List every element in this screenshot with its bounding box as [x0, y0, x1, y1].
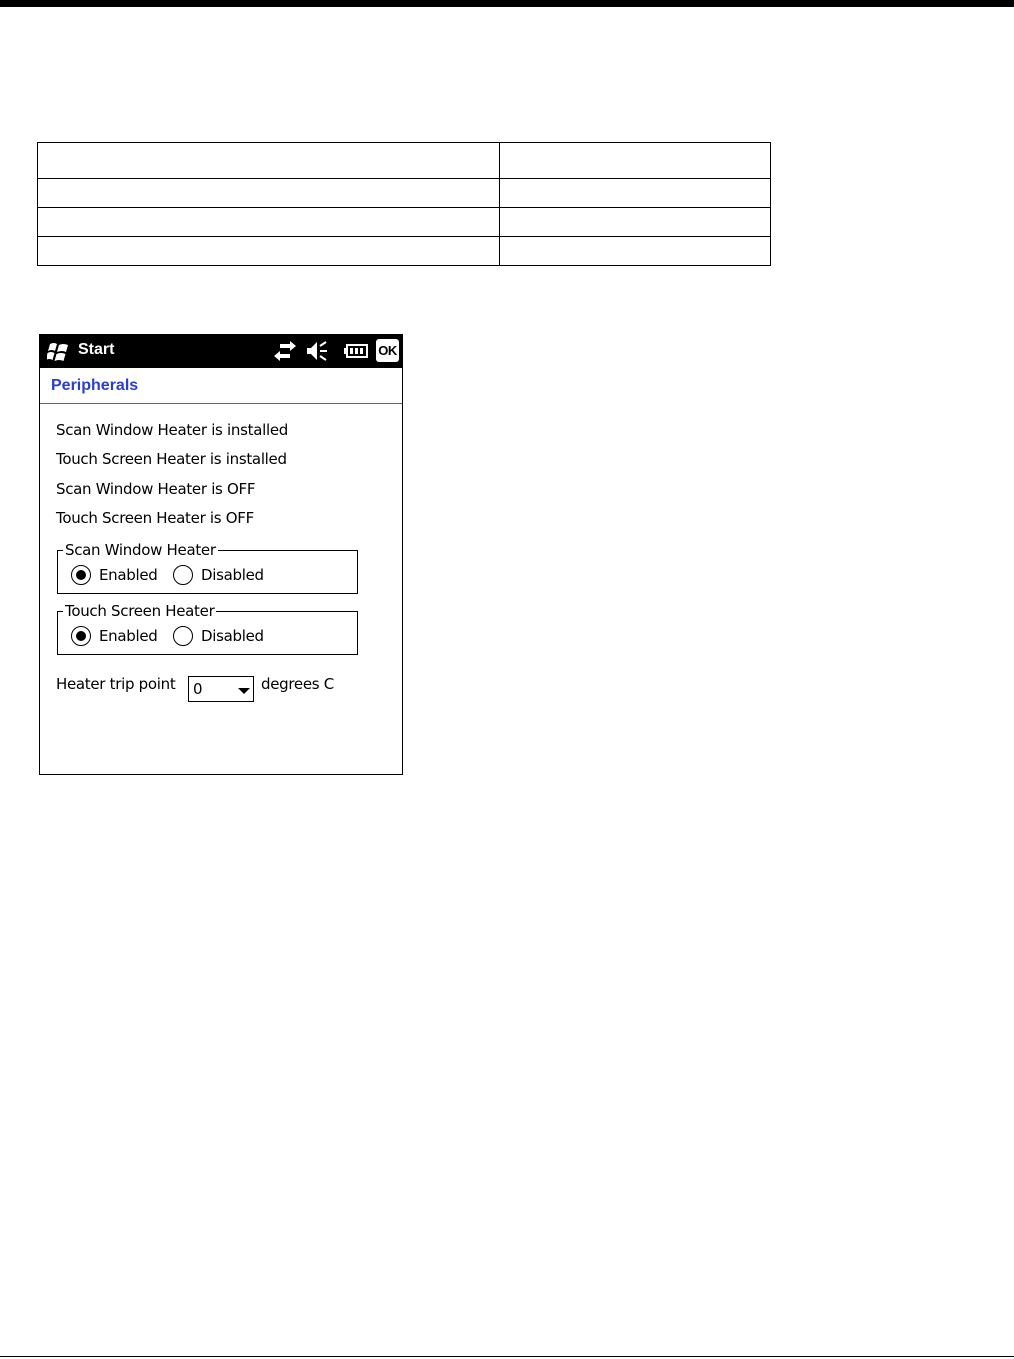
trip-point-label: Heater trip point: [56, 675, 176, 693]
touch-heater-disabled-radio[interactable]: [173, 626, 193, 646]
touch-heater-legend: Touch Screen Heater: [65, 602, 215, 620]
touch-heater-enabled-label[interactable]: Enabled: [99, 627, 158, 645]
scan-heater-enabled-label[interactable]: Enabled: [99, 566, 158, 584]
page-title: Peripherals: [51, 377, 139, 394]
title-divider: [40, 403, 402, 404]
scan-heater-legend: Scan Window Heater: [65, 541, 216, 559]
trip-point-units: degrees C: [261, 675, 334, 693]
device-screen: [39, 334, 403, 775]
touch-heater-group: [57, 602, 358, 655]
title-bar: [40, 335, 402, 368]
status-line: Touch Screen Heater is installed: [56, 450, 287, 468]
table-cell: [500, 237, 771, 266]
table-cell: [38, 179, 500, 208]
windows-flag-icon[interactable]: [47, 342, 69, 362]
table-row: [38, 208, 771, 237]
scan-heater-disabled-label[interactable]: Disabled: [201, 566, 264, 584]
scan-heater-enabled-radio[interactable]: [71, 565, 91, 585]
radio-selected-dot: [76, 570, 86, 580]
status-line: Scan Window Heater is installed: [56, 421, 288, 439]
table-cell: [500, 179, 771, 208]
status-line: Touch Screen Heater is OFF: [56, 509, 254, 527]
ok-button[interactable]: OK: [376, 339, 399, 362]
table-cell: [38, 237, 500, 266]
table-cell: [500, 143, 771, 179]
table-cell: [500, 208, 771, 237]
chevron-down-icon[interactable]: [238, 687, 250, 695]
status-line: Scan Window Heater is OFF: [56, 480, 256, 498]
trip-point-value: 0: [193, 680, 203, 698]
top-rule: [0, 0, 1014, 7]
table-cell: [38, 208, 500, 237]
battery-icon: [344, 344, 368, 358]
touch-heater-enabled-radio[interactable]: [71, 626, 91, 646]
start-label[interactable]: Start: [78, 341, 115, 358]
scan-heater-disabled-radio[interactable]: [173, 565, 193, 585]
table-cell: [38, 143, 500, 179]
scan-heater-group: [57, 541, 358, 594]
blank-table: [37, 142, 771, 266]
table-header-row: [38, 143, 771, 179]
trip-point-dropdown[interactable]: [188, 676, 254, 702]
radio-selected-dot: [76, 631, 86, 641]
sync-arrows-icon[interactable]: [273, 340, 297, 362]
touch-heater-disabled-label[interactable]: Disabled: [201, 627, 264, 645]
table-row: [38, 179, 771, 208]
table-row: [38, 237, 771, 266]
bottom-rule: [0, 1356, 1014, 1357]
speaker-muted-icon[interactable]: [305, 339, 329, 363]
